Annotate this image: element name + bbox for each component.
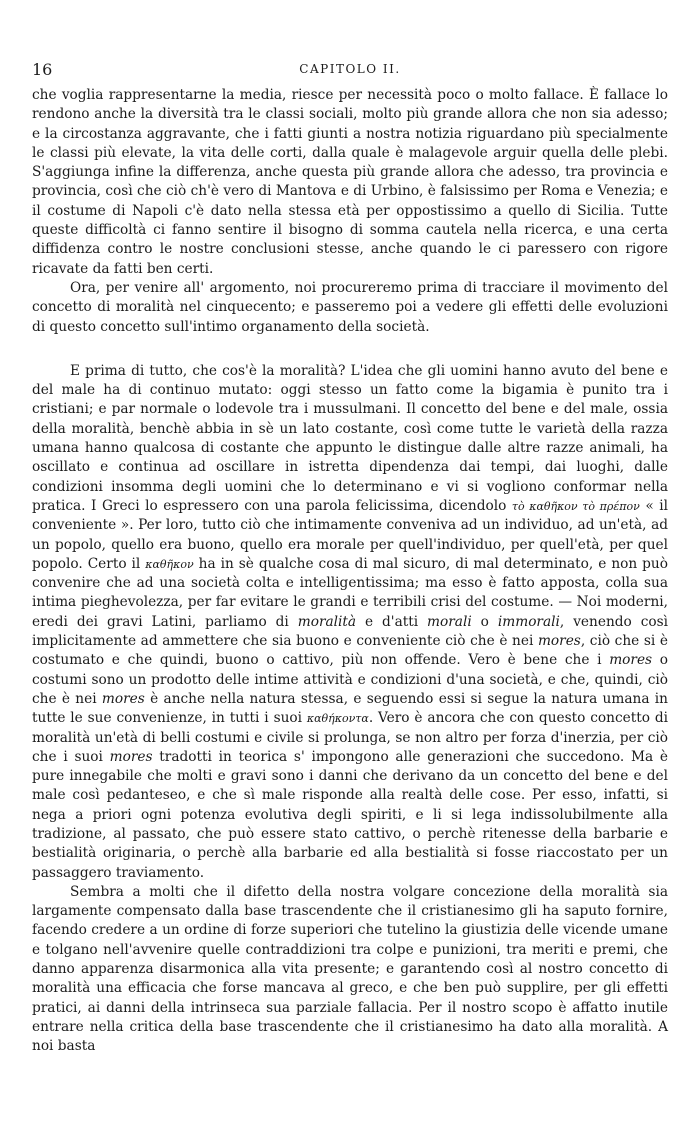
greek-term: καθῆκον — [145, 557, 194, 571]
text-run: è anche nella natura stessa, e seguendo essi si segue la natura umana in tutte le sue convenienze, in tutti i suoi — [32, 690, 668, 727]
chapter-title: CAPITOLO II. — [299, 62, 401, 76]
text-run: e d'atti — [356, 613, 428, 630]
paragraph-argomento — [32, 279, 668, 337]
text-run: Sembra a molti che il difetto della nostra volgare concezione della moralità sia largamente compensato dalla base trascendente che il cristianesimo gli ha saputo fornire, facendo credere a un ordine di forze superiori che tutelino la giustizia delle vicende umane e tolgano nell'avvenire quelle contraddizioni tra colpe e punizioni, tra meriti e premi, che danno apparenza disarmonica alla vita presente; e garantendo così al nostro concetto di moralità una efficacia che forse mancava al greco, e che ben può supplire, per gli effetti pratici, ai danni della intrinseca sua parziale fallacia. Per il nostro scopo è affatto inutile entrare nella critica della base trascendente che il cristianesimo ha dato alla moralità. A noi basta — [32, 883, 668, 1055]
paragraph-moralita — [32, 362, 668, 883]
italic-term: immorali — [497, 613, 560, 630]
page-number: 16 — [32, 60, 53, 79]
text-run: « il conveniente ». Per loro, tutto ciò che intimamente conveniva ad un individuo, ad un'età, ad un popolo, quello era buono, quello era morale per quell'individuo, per quell'età, per quel popolo. Certo il — [32, 497, 668, 572]
body-text — [32, 86, 668, 1057]
italic-term: morali — [427, 613, 472, 630]
paragraph-cristianesimo — [32, 883, 668, 1057]
text-run: . Vero è ancora che con questo concetto di moralità un'età di belli costumi e civile si prolunga, se non altro per forza d'inerzia, per ciò che i suoi — [32, 710, 668, 765]
text-run: che voglia rappresentarne la media, riesce per necessità poco o molto fallace. È fallace lo rendono anche la diversità tra le classi sociali, molto più grande allora che non sia adesso; e la circostanza aggravante, che i fatti giunti a nostra notizia riguardano più specialmente le classi più elevate, la vita delle corti, dalla quale è malagevole arguir quella delle plebi. S'aggiunga infine la differenza, anche questa più grande allora che adesso, tra provincia e provincia, così che ciò ch'è vero di Mantova e di Urbino, è falsissimo per Roma e Venezia; e il costume di Napoli c'è dato nella stessa età per oppostissimo a quello di Sicilia. Tutte queste difficoltà ci fanno sentire il bisogno di somma cautela nella ricerca, e una certa diffidenza contro le nostre conclusioni stesse, anche quando le ci paressero con rigore ricavate da fatti ben certi. — [32, 87, 668, 277]
text-run: , ciò che si è costumato e che quindi, buono o cattivo, più non offende. Vero è bene che i — [32, 633, 668, 669]
italic-term: mores — [609, 652, 653, 669]
text-run: ha in sè qualche cosa di mal sicuro, di mal determinato, e non può convenire che ad una società colta e intelligentissima; ma esso è fatto apposta, colla sua intima pieghevolezza, per far evitare le grandi e terribili crisi del costume. — Noi moderni, eredi dei gravi Latini, parliamo di — [32, 555, 668, 630]
greek-term: τὸ καθῆκον τὸ πρέπον — [511, 499, 640, 513]
text-run: o costumi sono un prodotto delle intime attività e condizioni d'una società, e che, quindi, ciò che è nei — [32, 652, 668, 707]
text-run: , venendo così implicitamente ad ammettere che sia buono e conveniente ciò che è nei — [32, 613, 669, 650]
italic-term: mores — [537, 633, 581, 650]
italic-term: moralità — [297, 613, 357, 630]
text-run: E prima di tutto, che cos'è la moralità? L'idea che gli uomini hanno avuto del bene e del male ha di continuo mutato: oggi stesso un fatto come la bigamia è punito tra i cristiani; e par normale o lodevole tra i mussulmani. Il concetto del bene e del male, ossia della moralità, benchè abbia in sè un lato costante, così come tutte le varietà della razza umana hanno qualcosa di costante che appunto le distingue dalle altre razze animali, ha oscillato e continua ad oscillare in istretta dipendenza dai tempi, dai luoghi, dalle condizioni insomma degli uomini che lo determinano e vi si vogliono conformar nella pratica. I Greci lo espressero con una parola felicissima, dicendolo — [32, 362, 668, 514]
paragraph-continuation — [32, 86, 668, 279]
text-run: tradotti in teorica s' impongono alle generazioni che succedono. Ma è pure innegabile che molti e gravi sono i danni che derivano da un concetto del bene e del male così pedanteseo, e che sì male risponde alla realtà delle cose. Per esso, infatti, si nega a priori ogni potenza evolutiva degli spiriti, e li si lega indissolubilmente alla tradizione, al passato, che può essere stato cattivo, o perchè ritenesse della barbarie e bestialità originaria, o perchè alla barbarie ed alla bestialità si fosse riaccostato per un passaggero traviamento. — [32, 748, 668, 881]
text-run: Ora, per venire all' argomento, noi procureremo prima di tracciare il movimento del concetto di moralità nel cinquecento; e passeremo poi a vedere gli effetti delle evoluzioni di questo concetto sull'intimo organamento della società. — [32, 279, 668, 335]
running-header — [32, 60, 668, 80]
text-run: o — [471, 613, 498, 630]
italic-term: mores — [101, 690, 145, 707]
italic-term: mores — [109, 748, 153, 765]
greek-term: καθήκοντα — [306, 712, 369, 726]
